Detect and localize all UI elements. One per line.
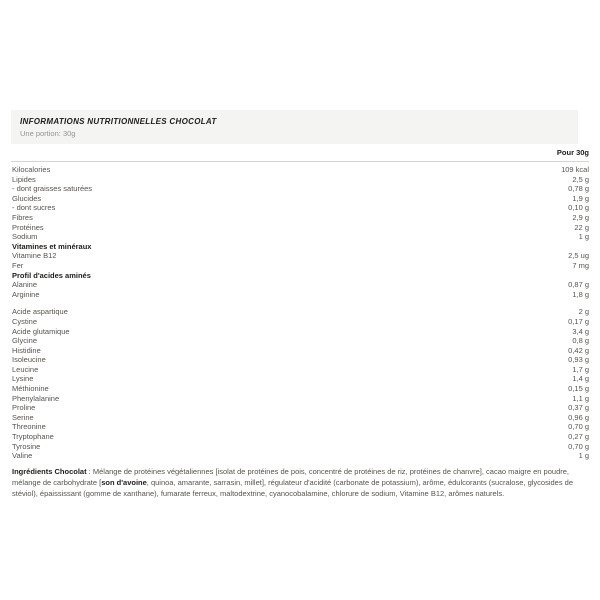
row-label: Profil d'acides aminés [12,270,91,280]
row-label: Sodium [12,232,38,242]
row-label: Méthionine [12,384,49,394]
table-row [12,232,589,242]
table-row [12,365,589,375]
table-row [12,290,589,300]
row-value: 0,10 g [568,203,589,213]
row-value: 0,87 g [568,280,589,290]
table-row [12,403,589,413]
row-value: 22 g [574,222,589,232]
table-section-row [12,271,589,281]
row-label: Vitamine B12 [12,251,57,261]
nutrition-header [11,110,578,144]
row-label: Alanine [12,280,38,290]
nutrition-portion-subtitle: Une portion: 30g [20,129,76,138]
row-label: Arginine [12,289,40,299]
row-label: Acide aspartique [12,307,68,317]
row-label: Fer [12,260,24,270]
row-label: Tryptophane [12,432,54,442]
table-row [12,175,589,185]
table-column-header: Pour 30g [11,144,589,162]
ingredients-text-2: , quinoa, amarante, sarrasin, millet], régulateur d'acidité (carbonate de potassium), arôme, édulcorants (sucralose, glycosides de stéviol), épaississant (gomme de xanthane), fumarate ferreux, maltodextrine, cyanocobalamine, chlorure de sodium, Vitamine B12, arômes naturels. [12,477,574,498]
row-value: 2 g [578,307,589,317]
table-row [12,336,589,346]
row-value: 0,78 g [568,184,589,194]
row-value: 0,17 g [568,316,589,326]
table-row [12,422,589,432]
row-value: 0,15 g [568,384,589,394]
table-row [12,261,589,271]
row-value: 0,93 g [568,355,589,365]
row-label: Fibres [12,212,33,222]
row-value: 0,70 g [568,422,589,432]
table-row [12,223,589,233]
table-row [12,213,589,223]
row-value: 1 g [578,232,589,242]
row-value: 1 g [578,451,589,461]
table-row [12,194,589,204]
row-value: 0,70 g [568,441,589,451]
row-label: Leucine [12,364,39,374]
row-value: 1,9 g [572,193,589,203]
table-row [12,317,589,327]
row-label: - dont sucres [12,203,56,213]
row-value: 109 kcal [561,165,589,174]
row-label: Lysine [12,374,34,384]
table-row [12,203,589,213]
table-row [12,413,589,423]
table-row [12,355,589,365]
table-row [12,442,589,452]
ingredients-separator: : [86,466,93,476]
table-row [12,374,589,384]
row-label: Protéines [12,222,44,232]
row-label: Threonine [12,422,46,432]
row-value: 2,5 g [572,174,589,184]
row-label: Lipides [12,174,36,184]
ingredients-text-1: Mélange de protéines végétaliennes [isolat de protéines de pois, concentré de protéines de riz, protéines de chanvre], cacao maigre en poudre, mélange de carbohydrate [ [12,466,569,487]
row-value: 1,8 g [572,289,589,299]
row-label: Acide glutamique [12,326,70,336]
row-label: Glucides [12,193,42,203]
table-row [12,346,589,356]
row-value: 0,42 g [568,345,589,355]
table-row [12,394,589,404]
row-label: Vitamines et minéraux [12,241,92,251]
table-row [12,432,589,442]
table-section-row [12,242,589,252]
table-row-spacer [12,299,589,307]
row-value: 2,5 ug [568,251,589,261]
table-row [12,307,589,317]
row-value: 0,27 g [568,432,589,442]
row-value: 7 mg [572,260,589,270]
nutrition-title: INFORMATIONS NUTRITIONNELLES CHOCOLAT [20,117,217,126]
row-value: 0,8 g [572,336,589,346]
row-label: Kilocalories [12,165,51,174]
row-value: 2,9 g [572,212,589,222]
row-label: Serine [12,412,34,422]
nutrition-rows [11,165,589,461]
row-label: Proline [12,403,36,413]
row-label: Histidine [12,345,41,355]
row-value: 1,7 g [572,364,589,374]
ingredients-paragraph [11,466,589,499]
nutrition-panel [11,110,589,499]
row-label: Tyrosine [12,441,41,451]
row-value: 0,37 g [568,403,589,413]
row-label: Cystine [12,316,38,326]
row-value: 1,4 g [572,374,589,384]
ingredients-bold-oat-bran: son d'avoine [101,477,147,487]
row-label: Glycine [12,336,38,346]
row-label: Phenylalanine [12,393,60,403]
table-row [12,165,589,175]
table-row [12,327,589,337]
row-value: 1,1 g [572,393,589,403]
table-row [12,280,589,290]
ingredients-label: Ingrédients Chocolat [12,466,87,476]
row-value: 0,96 g [568,412,589,422]
table-row [12,384,589,394]
table-row [12,251,589,261]
row-label: Isoleucine [12,355,46,365]
row-label: Valine [12,451,33,461]
table-row [12,184,589,194]
row-value: 3,4 g [572,326,589,336]
row-label: - dont graisses saturées [12,184,93,194]
table-row [12,451,589,461]
